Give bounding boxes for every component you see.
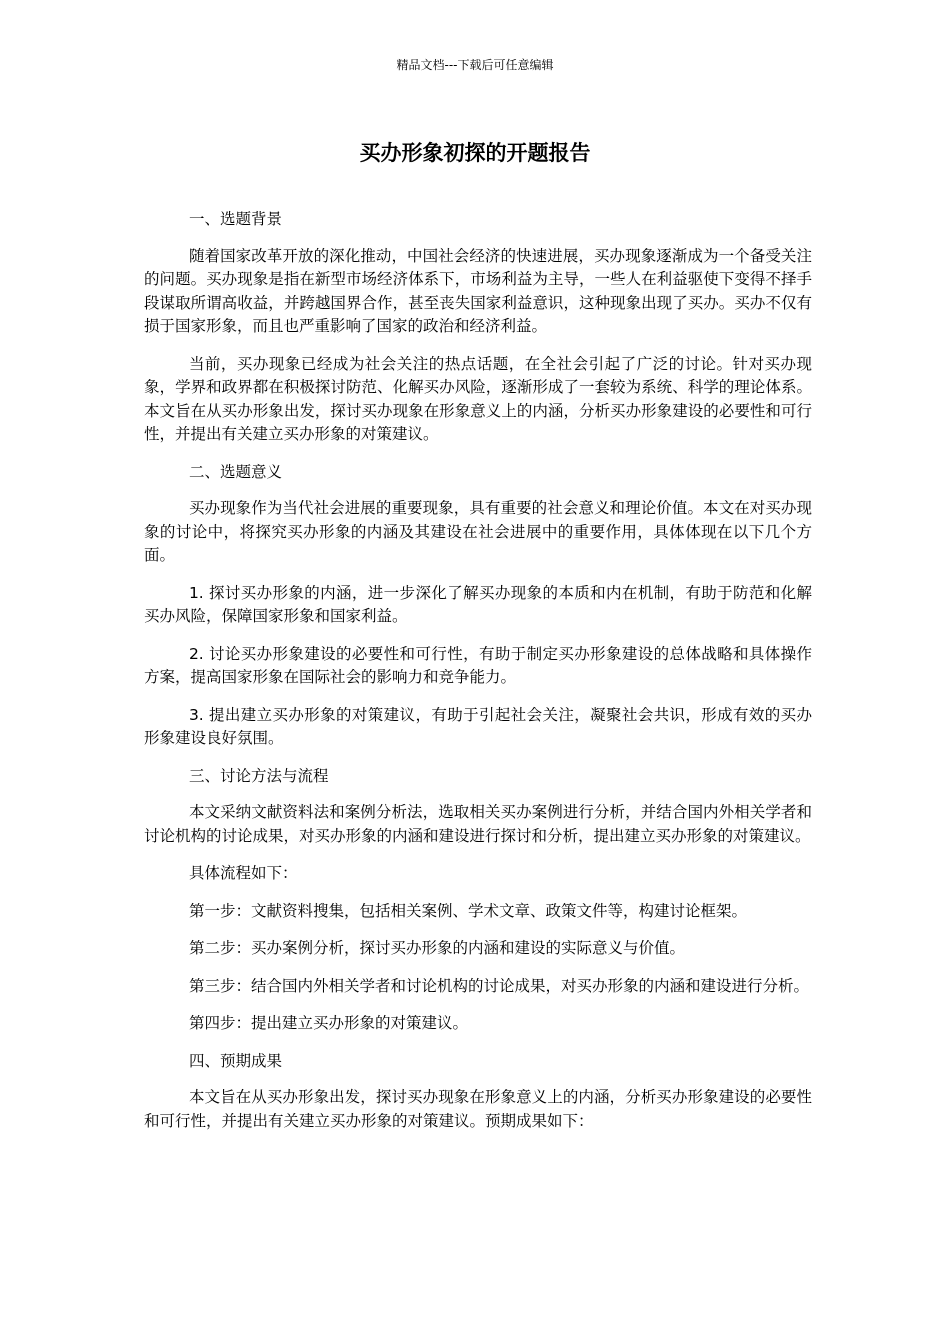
paragraph: 当前，买办现象已经成为社会关注的热点话题，在全社会引起了广泛的讨论。针对买办现象，学界和政界都在积极探讨防范、化解买办风险，逐渐形成了一套较为系统、科学的理论体系。本文旨在从买办形象出发，探讨买办现象在形象意义上的内涵，分析买办形象建设的必要性和可行性，并提出有关建立买办形象的对策建议。 xyxy=(144,354,812,443)
step-item: 第二步：买办案例分析，探讨买办形象的内涵和建设的实际意义与价值。 xyxy=(188,939,685,957)
list-item: 2. 讨论买办形象建设的必要性和可行性，有助于制定买办形象建设的总体战略和具体操作方案，提高国家形象在国际社会的影响力和竞争能力。 xyxy=(144,644,812,686)
section-heading-methods: 三、讨论方法与流程 xyxy=(188,766,329,785)
step-item: 第四步：提出建立买办形象的对策建议。 xyxy=(188,1014,468,1032)
step-item: 第一步：文献资料搜集，包括相关案例、学术文章、政策文件等，构建讨论框架。 xyxy=(188,901,747,920)
document-body xyxy=(144,208,812,1147)
section-heading-expected-results: 四、预期成果 xyxy=(188,1051,282,1070)
page-header-note: 精品文档---下载后可任意编辑 xyxy=(396,58,554,72)
paragraph: 具体流程如下： xyxy=(188,864,298,882)
section-heading-significance: 二、选题意义 xyxy=(188,462,282,481)
paragraph: 随着国家改革开放的深化推动，中国社会经济的快速进展，买办现象逐渐成为一个备受关注的问题。买办现象是指在新型市场经济体系下，市场利益为主导，一些人在利益驱使下变得不择手段谋取所谓高收益，并跨越国界合作，甚至丧失国家利益意识，这种现象出现了买办。买办不仅有损于国家形象，而且也严重影响了国家的政治和经济利益。 xyxy=(144,246,812,335)
paragraph: 本文旨在从买办形象出发，探讨买办现象在形象意义上的内涵，分析买办形象建设的必要性和可行性，并提出有关建立买办形象的对策建议。预期成果如下： xyxy=(144,1088,812,1130)
step-item: 第三步：结合国内外相关学者和讨论机构的讨论成果，对买办形象的内涵和建设进行分析。 xyxy=(188,976,809,995)
list-item: 1. 探讨买办形象的内涵，进一步深化了解买办现象的本质和内在机制，有助于防范和化解买办风险，保障国家形象和国家利益。 xyxy=(144,583,812,625)
paragraph: 本文采纳文献资料法和案例分析法，选取相关买办案例进行分析，并结合国内外相关学者和讨论机构的讨论成果，对买办形象的内涵和建设进行探讨和分析，提出建立买办形象的对策建议。 xyxy=(144,803,812,845)
document-title: 买办形象初探的开题报告 xyxy=(359,141,591,165)
paragraph: 买办现象作为当代社会进展的重要现象，具有重要的社会意义和理论价值。本文在对买办现象的讨论中，将探究买办形象的内涵及其建设在社会进展中的重要作用，具体体现在以下几个方面。 xyxy=(144,499,812,564)
section-heading-background: 一、选题背景 xyxy=(188,210,282,228)
list-item: 3. 提出建立买办形象的对策建议，有助于引起社会关注，凝聚社会共识，形成有效的买办形象建设良好氛围。 xyxy=(144,705,812,747)
